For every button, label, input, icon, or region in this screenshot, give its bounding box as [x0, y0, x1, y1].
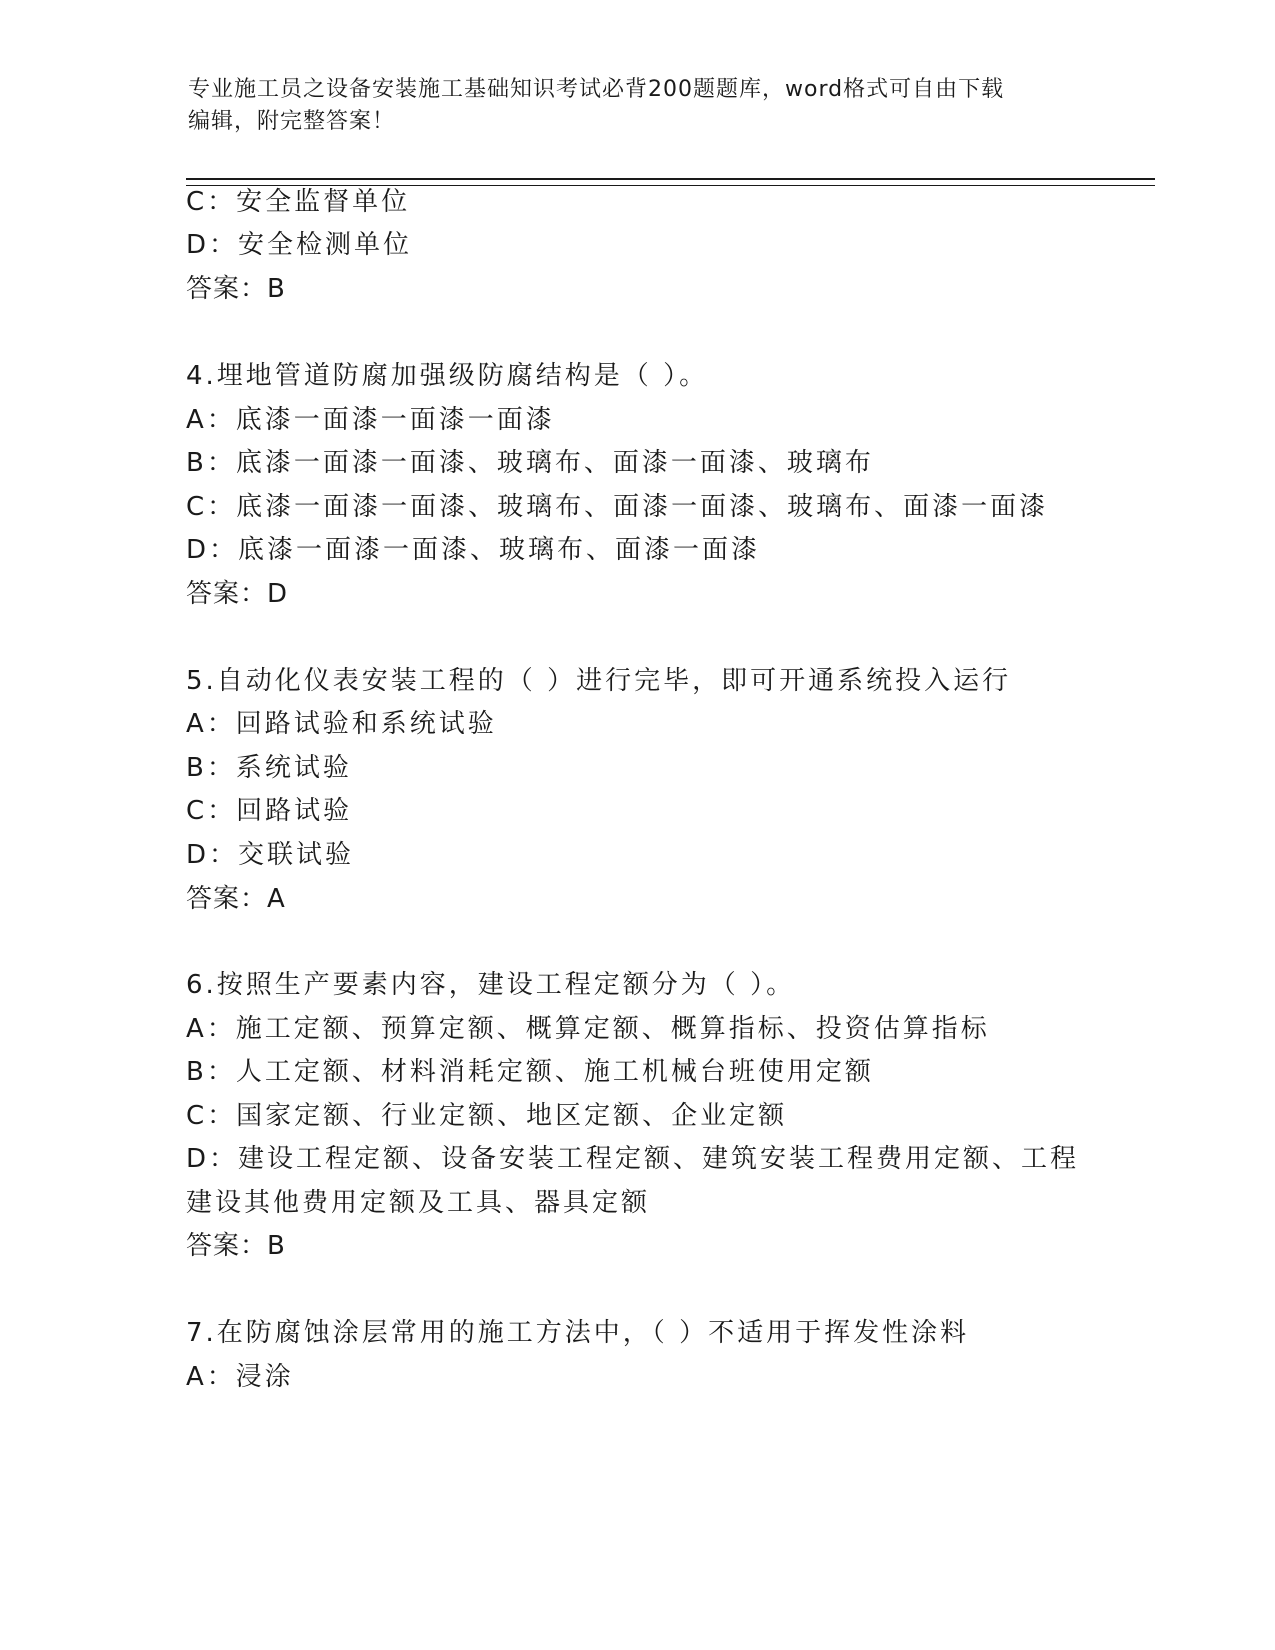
- q7-stem: 7.在防腐蚀涂层常用的施工方法中，（ ）不适用于挥发性涂料: [186, 1318, 970, 1348]
- q4-stem: 4.埋地管道防腐加强级防腐结构是（ ）。: [186, 361, 709, 391]
- q6-stem: 6.按照生产要素内容，建设工程定额分为（ ）。: [186, 970, 796, 1000]
- q6-answer: 答案：B: [186, 1231, 286, 1261]
- q7-option-a: A：浸涂: [186, 1362, 294, 1392]
- q5-option-d: D：交联试验: [186, 840, 355, 870]
- q4-option-d: D：底漆一面漆一面漆、玻璃布、面漆一面漆: [186, 535, 761, 565]
- q5-option-c: C：回路试验: [186, 796, 353, 826]
- q3-answer: 答案：B: [186, 274, 286, 304]
- q6-option-d-line-2: 建设其他费用定额及工具、器具定额: [186, 1188, 651, 1218]
- q4-option-b: B：底漆一面漆一面漆、玻璃布、面漆一面漆、玻璃布: [186, 448, 874, 478]
- q3-option-d: D：安全检测单位: [186, 230, 413, 260]
- document-header: [188, 74, 1068, 138]
- header-title-line-1: 专业施工员之设备安装施工基础知识考试必背200题题库，word格式可自由下载: [188, 77, 1005, 102]
- q4-option-c: C：底漆一面漆一面漆、玻璃布、面漆一面漆、玻璃布、面漆一面漆: [186, 492, 1049, 522]
- q5-stem: 5.自动化仪表安装工程的（ ）进行完毕，即可开通系统投入运行: [186, 666, 1012, 696]
- q5-option-a: A：回路试验和系统试验: [186, 709, 497, 739]
- header-title-line-2: 编辑，附完整答案！: [188, 109, 396, 134]
- q4-answer: 答案：D: [186, 579, 289, 609]
- q6-option-d-line-1: D：建设工程定额、设备安装工程定额、建筑安装工程费用定额、工程: [186, 1144, 1080, 1174]
- q6-option-b: B：人工定额、材料消耗定额、施工机械台班使用定额: [186, 1057, 874, 1087]
- q5-option-b: B：系统试验: [186, 753, 352, 783]
- header-divider: [186, 178, 1155, 186]
- q6-option-c: C：国家定额、行业定额、地区定额、企业定额: [186, 1101, 788, 1131]
- q4-option-a: A：底漆一面漆一面漆一面漆: [186, 405, 555, 435]
- q5-answer: 答案：A: [186, 884, 286, 914]
- q6-option-a: A：施工定额、预算定额、概算定额、概算指标、投资估算指标: [186, 1014, 990, 1044]
- q3-option-c: C：安全监督单位: [186, 187, 411, 217]
